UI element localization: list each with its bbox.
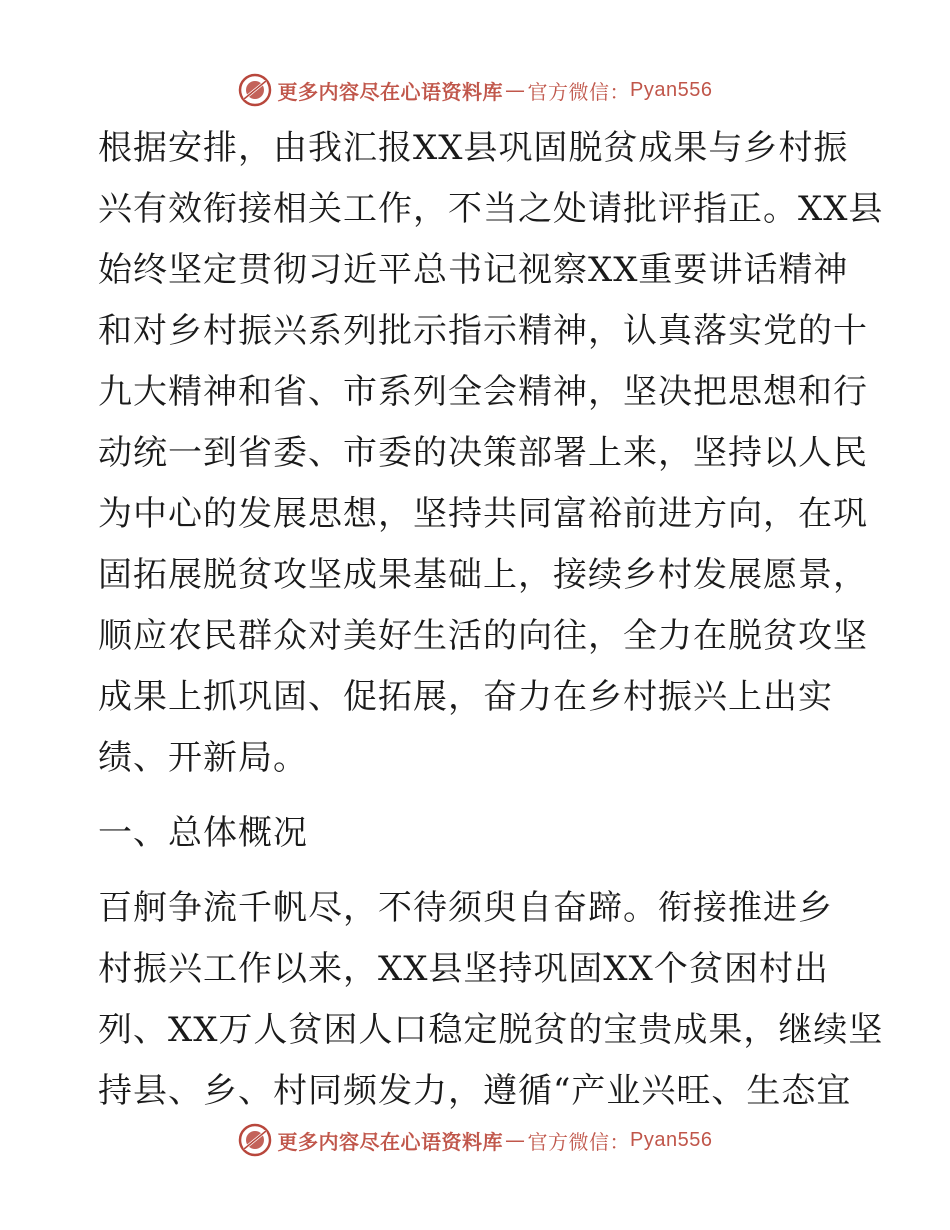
paragraph-2 xyxy=(98,878,884,1122)
document-body xyxy=(98,118,884,1122)
watermark-text: 更多内容尽在心语资料库 xyxy=(277,1129,504,1154)
text-line: 根据安排，由我汇报XX县巩固脱贫成果与乡村振 xyxy=(98,128,849,168)
text-line: 持县、乡、村同频发力，遵循“产业兴旺、生态宜 xyxy=(98,1071,852,1111)
text-line: 村振兴工作以来，XX县坚持巩固XX个贫困村出 xyxy=(98,949,829,989)
text-line: 九大精神和省、市系列全会精神，坚决把思想和行 xyxy=(98,372,868,412)
text-line: 固拓展脱贫攻坚成果基础上，接续乡村发展愿景， xyxy=(98,555,868,595)
text-line: 列、XX万人贫困人口稳定脱贫的宝贵成果，继续坚 xyxy=(98,1010,884,1050)
watermark-sub: 官方微信： xyxy=(527,1129,631,1154)
text-line: 顺应农民群众对美好生活的向往，全力在脱贫攻坚 xyxy=(98,616,868,656)
footer-watermark xyxy=(0,1120,950,1160)
watermark-text: 更多内容尽在心语资料库 xyxy=(277,79,504,104)
text-line: 绩、开新局。 xyxy=(98,738,308,778)
text-line: 为中心的发展思想，坚持共同富裕前进方向，在巩 xyxy=(98,494,868,534)
header-watermark xyxy=(0,70,950,110)
text-line: 百舸争流千帆尽，不待须臾自奋蹄。衔接推进乡 xyxy=(98,888,833,928)
logo-icon xyxy=(238,1123,272,1157)
text-line: 始终坚定贯彻习近平总书记视察XX重要讲话精神 xyxy=(98,250,849,290)
paragraph-1 xyxy=(98,118,884,789)
watermark-sub: 官方微信： xyxy=(527,79,631,104)
text-line: 兴有效衔接相关工作，不当之处请批评指正。XX县 xyxy=(98,189,884,229)
text-line: 成果上抓巩固、促拓展，奋力在乡村振兴上出实 xyxy=(98,677,833,717)
text-line: 动统一到省委、市委的决策部署上来，坚持以人民 xyxy=(98,433,868,473)
watermark-id: Pyan556 xyxy=(630,78,713,101)
watermark-separator: — xyxy=(505,1128,526,1152)
section-heading: 一、总体概况 xyxy=(98,813,308,853)
watermark-id: Pyan556 xyxy=(630,1128,713,1151)
watermark-separator: — xyxy=(505,78,526,102)
text-line: 和对乡村振兴系列批示指示精神，认真落实党的十 xyxy=(98,311,868,351)
logo-icon xyxy=(238,73,272,107)
